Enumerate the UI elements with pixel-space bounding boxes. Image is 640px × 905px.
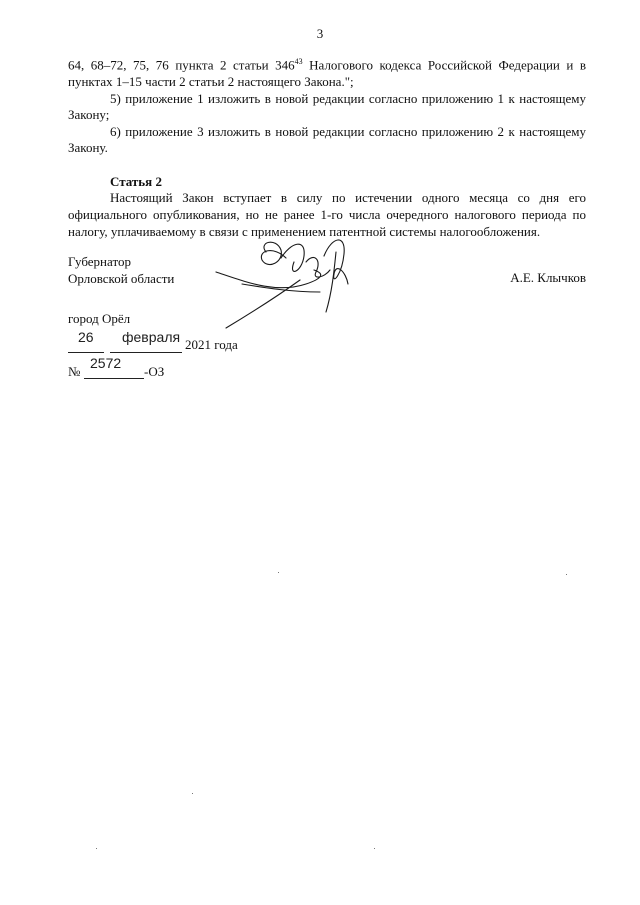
scan-speck [192,793,193,794]
city-name: город Орёл [68,311,131,326]
handwritten-signature [196,232,366,332]
article-title: Статья 2 [110,173,162,189]
law-number [68,355,268,382]
governor-title [68,253,174,287]
superscript: 43 [294,57,303,66]
date-month: февраля [122,329,181,345]
page-number: 3 [316,26,324,41]
date-year: 2021 года [185,337,238,352]
scan-speck [96,848,97,849]
governor-title-line2: Орловской области [68,271,175,286]
scan-speck [566,574,567,575]
signing-date [68,329,328,356]
number-sign: № [68,364,81,379]
governor-title-line1: Губернатор [68,254,131,269]
article-text: Настоящий Закон вступает в силу по истечении одного месяца со дня его официального опубликования, но не ранее 1-го числа очередного налогового периода по налогу, уплачиваемому в связи с применением патентной системы налогообложения. [68,190,586,239]
paragraph-text: 64, 68–72, 75, 76 пункта 2 статьи 346 [68,57,295,73]
paragraph-item-5: 5) приложение 1 изложить в новой редакции согласно приложению 1 к настоящему Закону; [68,90,586,123]
scan-speck [278,572,279,573]
governor-name: А.Е. Клычков [510,270,586,285]
law-number-suffix: -ОЗ [144,364,165,379]
date-day: 26 [78,329,94,345]
law-number-value: 2572 [90,355,122,371]
paragraph-text-rest: Налогового кодекса Российской Федерации и в пунктах 1–15 части 2 статьи 2 настоящего Закона."; [68,57,586,89]
paragraph-item-6: 6) приложение 3 изложить в новой редакции согласно приложению 2 к настоящему Закону. [68,123,586,156]
paragraph-continuation [68,54,586,91]
law-body-text [68,54,586,240]
scan-speck [374,848,375,849]
